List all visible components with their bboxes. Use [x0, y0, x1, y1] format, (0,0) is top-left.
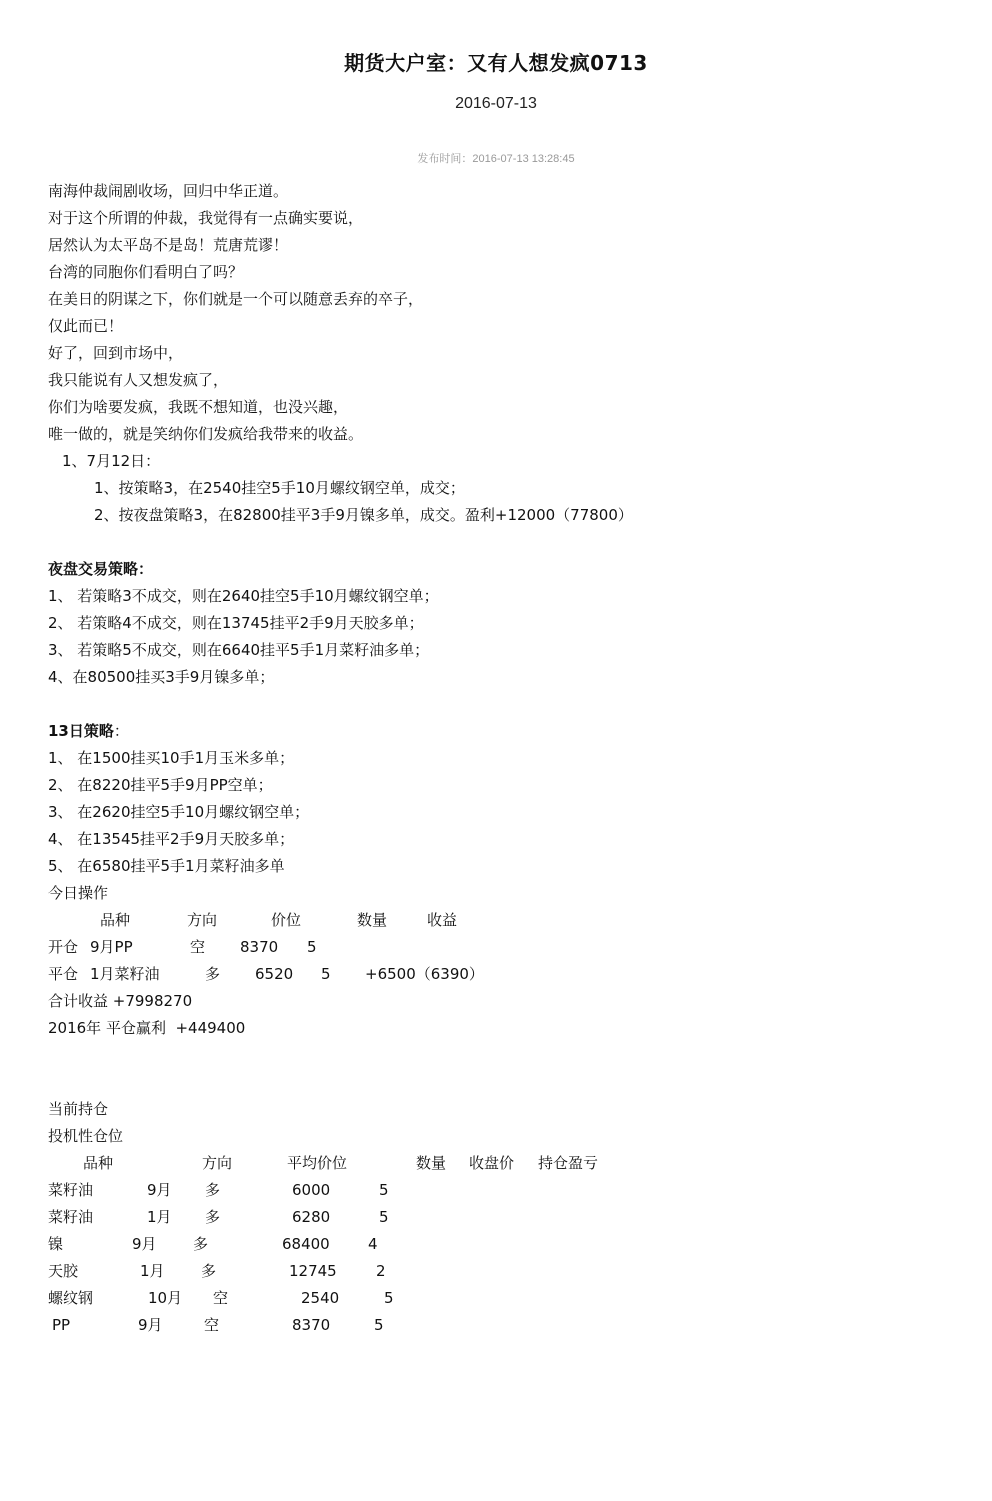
- intro-line: 好了，回到市场中，: [48, 344, 184, 362]
- intro-line: 居然认为太平岛不是岛！荒唐荒谬！: [48, 236, 289, 254]
- night-strategy-item: 2、 若策略4不成交，则在13745挂平2手9月天胶多单；: [48, 614, 424, 632]
- ops-row: [48, 961, 948, 988]
- ops-header-cell: 品种: [100, 911, 131, 929]
- night-strategy-item: 3、 若策略5不成交，则在6640挂平5手1月菜籽油多单；: [48, 641, 430, 659]
- positions-header-cell: 方向: [202, 1154, 233, 1172]
- position-price: 6000: [292, 1181, 331, 1199]
- intro-line: 唯一做的，就是笑纳你们发疯给我带来的收益。: [48, 425, 364, 443]
- ops-header-cell: 价位: [271, 911, 302, 929]
- ops-cell-type: 平仓: [48, 965, 79, 983]
- intro-line: 你们为啥要发疯，我既不想知道，也没兴趣，: [48, 398, 349, 416]
- positions-header-cell: 品种: [83, 1154, 114, 1172]
- publish-label: 发布时间：: [417, 153, 473, 165]
- ops-cell-product: 9月PP: [90, 938, 133, 956]
- intro-line: 南海仲裁闹剧收场，回归中华正道。: [48, 182, 289, 200]
- article-title: 期货大户室：又有人想发疯0713: [344, 51, 648, 75]
- position-row: [48, 1285, 948, 1312]
- day13-strategy-item: 4、 在13545挂平2手9月天胶多单；: [48, 830, 295, 848]
- intro-line: 台湾的同胞你们看明白了吗？: [48, 263, 244, 281]
- position-price: 6280: [292, 1208, 331, 1226]
- position-row: [48, 1312, 948, 1339]
- night-strategy-item: 4、在80500挂买3手9月镍多单；: [48, 668, 275, 686]
- positions-header-cell: 持仓盈亏: [538, 1154, 599, 1172]
- night-strategy-item: 1、 若策略3不成交，则在2640挂空5手10月螺纹钢空单；: [48, 587, 439, 605]
- review-item: 2、按夜盘策略3，在82800挂平3手9月镍多单，成交。盈利+12000（77800）: [94, 506, 633, 524]
- position-row: [48, 1204, 948, 1231]
- day13-strategy-item: 3、 在2620挂空5手10月螺纹钢空单；: [48, 803, 310, 821]
- position-row: [48, 1177, 948, 1204]
- position-qty: 2: [376, 1262, 386, 1280]
- position-name: 螺纹钢: [48, 1289, 94, 1307]
- ops-cell-direction: 多: [205, 965, 221, 983]
- intro-line: 对于这个所谓的仲裁，我觉得有一点确实要说，: [48, 209, 364, 227]
- position-direction: 多: [193, 1235, 209, 1253]
- position-direction: 多: [205, 1181, 221, 1199]
- day13-heading-text: 13日策略: [48, 722, 114, 740]
- position-month: 1月: [147, 1208, 172, 1226]
- ops-cell-qty: 5: [321, 965, 331, 983]
- position-direction: 多: [201, 1262, 217, 1280]
- position-name: 菜籽油: [48, 1181, 94, 1199]
- spacer: [48, 1069, 948, 1096]
- ops-cell-qty: 5: [307, 938, 317, 956]
- position-direction: 空: [204, 1316, 220, 1334]
- review-item: 1、按策略3，在2540挂空5手10月螺纹钢空单，成交；: [94, 479, 465, 497]
- position-name: PP: [52, 1316, 71, 1334]
- day13-strategy-item: 5、 在6580挂平5手1月菜籽油多单: [48, 857, 285, 875]
- ops-cell-price: 6520: [255, 965, 294, 983]
- ops-year-profit: 2016年 平仓赢利 +449400: [48, 1019, 246, 1037]
- intro-line: 仅此而已！: [48, 317, 124, 335]
- spacer: [48, 529, 948, 556]
- position-direction: 空: [213, 1289, 229, 1307]
- night-strategy-heading: 夜盘交易策略：: [48, 560, 154, 578]
- article-body: [48, 178, 948, 1339]
- positions-header-cell: 数量: [416, 1154, 447, 1172]
- position-month: 9月: [138, 1316, 163, 1334]
- position-qty: 5: [379, 1181, 389, 1199]
- day13-heading: [48, 718, 948, 745]
- position-name: 镍: [48, 1235, 64, 1253]
- position-price: 12745: [289, 1262, 337, 1280]
- position-month: 1月: [140, 1262, 165, 1280]
- article-date: 2016-07-13: [455, 95, 537, 112]
- day13-strategy-item: 2、 在8220挂平5手9月PP空单；: [48, 776, 273, 794]
- review-heading: 1、7月12日：: [62, 452, 161, 470]
- position-row: [48, 1231, 948, 1258]
- ops-cell-type: 开仓: [48, 938, 79, 956]
- positions-subheading: 投机性仓位: [48, 1127, 124, 1145]
- positions-header-cell: 平均价位: [287, 1154, 348, 1172]
- ops-header-row: [48, 907, 948, 934]
- intro-line: 我只能说有人又想发疯了，: [48, 371, 229, 389]
- position-name: 菜籽油: [48, 1208, 94, 1226]
- position-month: 9月: [132, 1235, 157, 1253]
- positions-heading: 当前持仓: [48, 1100, 109, 1118]
- ops-cell-profit: +6500（6390）: [365, 965, 484, 983]
- position-row: [48, 1258, 948, 1285]
- spacer: [48, 1042, 948, 1069]
- position-qty: 4: [368, 1235, 378, 1253]
- position-price: 68400: [282, 1235, 330, 1253]
- position-month: 9月: [147, 1181, 172, 1199]
- ops-row: [48, 934, 948, 961]
- ops-header-cell: 方向: [187, 911, 218, 929]
- position-qty: 5: [379, 1208, 389, 1226]
- position-direction: 多: [205, 1208, 221, 1226]
- ops-heading: 今日操作: [48, 884, 109, 902]
- position-name: 天胶: [48, 1262, 79, 1280]
- ops-cell-product: 1月菜籽油: [90, 965, 160, 983]
- position-qty: 5: [384, 1289, 394, 1307]
- positions-header-cell: 收盘价: [469, 1154, 515, 1172]
- position-price: 8370: [292, 1316, 331, 1334]
- ops-cell-price: 8370: [240, 938, 279, 956]
- ops-header-cell: 数量: [357, 911, 388, 929]
- ops-total: 合计收益 +7998270: [48, 992, 193, 1010]
- intro-line: 在美日的阴谋之下，你们就是一个可以随意丢弃的卒子，: [48, 290, 424, 308]
- position-price: 2540: [301, 1289, 340, 1307]
- spacer: [48, 691, 948, 718]
- publish-value: 2016-07-13 13:28:45: [472, 153, 575, 165]
- position-month: 10月: [148, 1289, 183, 1307]
- day13-heading-colon: ：: [113, 722, 129, 740]
- position-qty: 5: [374, 1316, 384, 1334]
- day13-strategy-item: 1、 在1500挂买10手1月玉米多单；: [48, 749, 295, 767]
- ops-header-cell: 收益: [427, 911, 458, 929]
- publish-time: [0, 150, 992, 166]
- positions-header-row: [48, 1150, 948, 1177]
- ops-cell-direction: 空: [190, 938, 206, 956]
